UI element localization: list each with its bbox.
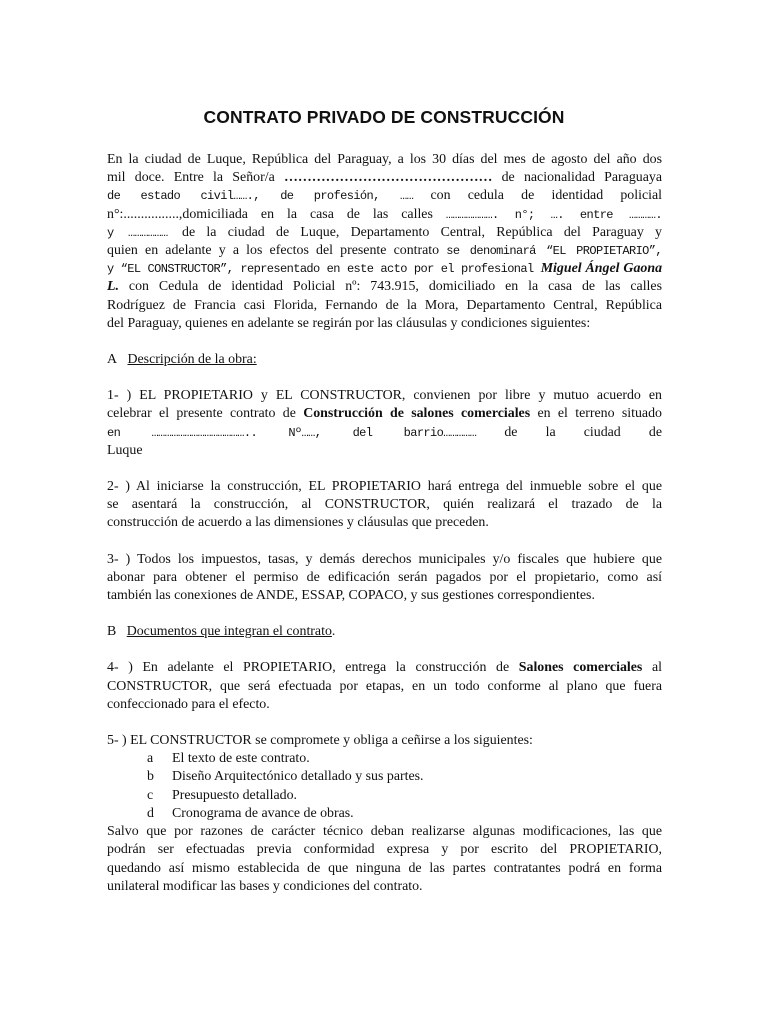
intro-line (107, 278, 662, 296)
clause-text: 4- ) En adelante el PROPIETARIO, entrega la construcción de (107, 660, 519, 676)
clause-line (107, 823, 662, 841)
clause-2 (107, 478, 662, 533)
section-letter: B (107, 624, 117, 640)
section-letter: A (107, 352, 118, 368)
document-body (107, 151, 662, 896)
clause-line (107, 841, 662, 859)
professional-name: L. (107, 279, 119, 295)
civil-status-blank: de estado civil……., de profesión, …… (107, 189, 414, 204)
clause-line (107, 569, 662, 587)
owner-designation: se denominará “EL PROPIETARIO”, (446, 244, 662, 259)
clause-line (107, 514, 662, 532)
list-item (147, 768, 662, 786)
intro-line (107, 169, 662, 187)
professional-name: Miguel Ángel Gaona (540, 261, 663, 277)
name-blank: ……………………………………… (283, 170, 493, 186)
intro-text: de la ciudad de Luque, Departamento Central, República del Paraguay y (182, 224, 662, 240)
intro-line (107, 242, 662, 260)
clause-4 (107, 659, 662, 714)
clause-line (107, 442, 662, 460)
list-item-text: Presupuesto detallado. (172, 787, 297, 803)
intro-text: con cedula de identidad policial (413, 188, 662, 204)
constructor-designation: y “EL CONSTRUCTOR”, representado en este acto por el profesional (107, 262, 541, 277)
clause-text: de la ciudad de (476, 424, 662, 440)
intro-line (107, 151, 662, 169)
clause-text: unilateral modificar las bases y condiciones del contrato. (107, 878, 423, 894)
clause-text: Salvo que por razones de carácter técnico deban realizarse algunas modificaciones, las que (107, 824, 662, 840)
clause-text: quedando así mismo establecida de que ninguna de las partes contratantes podrá en forma (107, 860, 662, 876)
location-blank: en …………………………………….. Nº……, del barrio…………… (107, 425, 477, 440)
clause-text: 2- ) Al iniciarse la construcción, EL PROPIETARIO hará entrega del inmueble sobre el que (107, 479, 662, 495)
clause-text: 3- ) Todos los impuestos, tasas, y demás derechos municipales y/o fiscales que hubiere que (107, 551, 662, 567)
clause-text: se asentará la construcción, al CONSTRUCTOR, quién realizará el trazado de la (107, 497, 662, 513)
list-marker: d (147, 805, 154, 821)
clause-line (107, 478, 662, 496)
intro-line (107, 187, 662, 205)
clause-text: construcción de acuerdo a las dimensiones y cláusulas que preceden. (107, 515, 489, 531)
list-item-text: Cronograma de avance de obras. (172, 805, 354, 821)
list-item (147, 787, 662, 805)
intro-paragraph (107, 151, 662, 333)
intro-text: del Paraguay, quienes en adelante se regirán por las cláusulas y condiciones siguientes: (107, 315, 591, 331)
clause-text: en el terreno situado (530, 406, 662, 422)
clause-text: CONSTRUCTOR, que será efectuada por etapas, en un todo conforme al plano que fuera (107, 678, 662, 694)
intro-line (107, 297, 662, 315)
clause-line (107, 496, 662, 514)
intro-text: En la ciudad de Luque, República del Paraguay, a los 30 días del mes de agosto del año dos (107, 152, 662, 167)
clause-text: celebrar el presente contrato de (107, 406, 304, 422)
clause-text: abonar para obtener el permiso de edificación serán pagados por el propietario, como así (107, 569, 662, 585)
list-item (147, 750, 662, 768)
clause-text: 5- ) EL CONSTRUCTOR se compromete y obliga a ceñirse a los siguientes: (107, 733, 533, 749)
list-item-text: El texto de este contrato. (172, 751, 310, 767)
clause-line (107, 405, 662, 423)
list-item (147, 805, 662, 823)
intro-text: Rodríguez de Francia casi Florida, Fernando de la Mora, Departamento Central, República (107, 297, 662, 313)
construction-type: Construcción de salones comerciales (303, 406, 531, 422)
section-label: Descripción de la obra: (127, 352, 257, 368)
clause-line (107, 860, 662, 878)
section-period: . (331, 624, 336, 640)
clause-line (107, 387, 662, 405)
clause-text: 1- ) EL PROPIETARIO y EL CONSTRUCTOR, convienen por libre y mutuo acuerdo en (107, 388, 662, 404)
street-blank: y ……………… (107, 225, 183, 240)
clause-5 (107, 732, 662, 896)
closing-paragraph (107, 823, 662, 896)
address-blank: …………………. n°; …. entre …………. (445, 207, 662, 222)
list-marker: a (147, 751, 154, 767)
clause-text: también las conexiones de ANDE, ESSAP, COPACO, y sus gestiones correspondientes. (107, 588, 595, 604)
clause-text: Luque (107, 442, 143, 458)
clause-line (107, 424, 662, 442)
clause-line (107, 587, 662, 605)
clause-line (107, 678, 662, 696)
document-list (147, 750, 662, 823)
clause-text: al (642, 660, 662, 676)
clause-line (107, 551, 662, 569)
section-label: Documentos que integran el contrato (126, 624, 332, 640)
intro-line (107, 224, 662, 242)
section-heading-a (107, 351, 662, 369)
clause-line (107, 878, 662, 896)
list-item-text: Diseño Arquitectónico detallado y sus partes. (172, 769, 424, 785)
construction-type: Salones comerciales (518, 660, 643, 676)
clause-3 (107, 551, 662, 606)
intro-text: con Cedula de identidad Policial nº: 743.915, domiciliado en la casa de las calles (118, 279, 662, 295)
intro-line (107, 206, 662, 224)
section-heading-b (107, 623, 662, 641)
list-marker: c (147, 787, 154, 803)
clause-1 (107, 387, 662, 460)
clause-text: podrán ser efectuadas previa conformidad expresa y por escrito del PROPIETARIO, (107, 842, 662, 858)
clause-text: confeccionado para el efecto. (107, 696, 270, 712)
intro-text: de nacionalidad Paraguaya (492, 170, 663, 186)
list-marker: b (147, 769, 154, 785)
intro-line (107, 260, 662, 278)
intro-text: quien en adelante y a los efectos del presente contrato (107, 243, 447, 259)
intro-text: n°:................,domiciliada en la casa de las calles (107, 206, 446, 222)
clause-line (107, 696, 662, 714)
intro-text: mil doce. Entre la Señor/a (107, 170, 284, 186)
clause-line (107, 659, 662, 677)
clause-line (107, 732, 662, 750)
document-title: CONTRATO PRIVADO DE CONSTRUCCIÓN (203, 107, 565, 127)
intro-line (107, 315, 662, 333)
